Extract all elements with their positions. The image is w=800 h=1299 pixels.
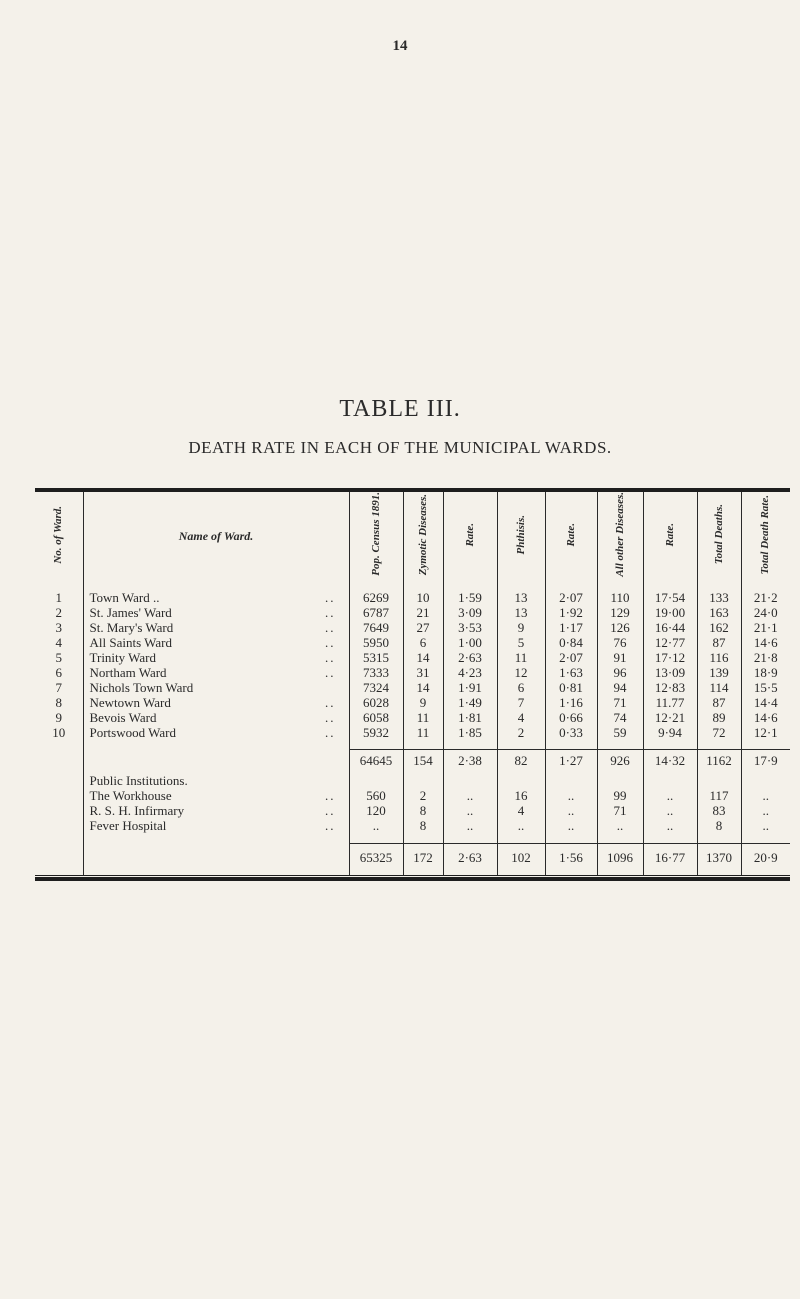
cell-zym: 31 — [403, 666, 443, 681]
cell-tr: .. — [741, 788, 790, 803]
institution-row — [35, 818, 790, 844]
cell-r1: 1·81 — [443, 711, 497, 726]
cell-r2: 1·63 — [545, 666, 597, 681]
subtotal-total: 1162 — [697, 749, 741, 788]
cell-pop: 6028 — [349, 696, 403, 711]
grand-total-r2: 1·56 — [545, 844, 597, 876]
cell-other: 59 — [597, 726, 643, 750]
table-title: TABLE III. — [339, 396, 461, 422]
cell-zym: 10 — [403, 581, 443, 606]
subtotal-pop: 64645 — [349, 749, 403, 788]
header-row — [35, 492, 790, 581]
grand-total-zym: 172 — [403, 844, 443, 876]
grand-total-row — [35, 844, 790, 876]
subtotal-zym: 154 — [403, 749, 443, 788]
cell-r3: 12·83 — [643, 681, 697, 696]
ward-name: Northam Ward — [89, 665, 167, 681]
empty-cell — [35, 749, 83, 788]
subtotal-r3: 14·32 — [643, 749, 697, 788]
cell-tr: 14·6 — [741, 636, 790, 651]
header-ward-no: No. of Ward. — [52, 505, 65, 564]
ward-number: 3 — [55, 620, 62, 636]
cell-r2: 1·92 — [545, 606, 597, 621]
ward-name: R. S. H. Infirmary — [89, 802, 185, 818]
table-row — [35, 696, 790, 711]
header-ward-name: Name of Ward. — [83, 492, 349, 581]
cell-r3: 11.77 — [643, 696, 697, 711]
ward-name-cell — [83, 681, 349, 696]
ward-name: St. Mary's Ward — [89, 620, 174, 636]
cell-tr: .. — [741, 818, 790, 844]
header-total-deaths: Total Deaths. — [697, 492, 741, 581]
table-subtitle: DEATH RATE IN EACH OF THE MUNICIPAL WARDS. — [188, 438, 612, 457]
cell-r3: .. — [643, 788, 697, 803]
institutions-heading: Public Institutions. — [83, 749, 349, 788]
cell-r3: 13·09 — [643, 666, 697, 681]
cell-r3: 16·44 — [643, 621, 697, 636]
leader-dots: .. — [325, 590, 336, 606]
cell-r3: 19·00 — [643, 606, 697, 621]
cell-total: 83 — [697, 803, 741, 818]
cell-total: 72 — [697, 726, 741, 750]
ward-name-cell — [83, 581, 349, 606]
cell-phth: 2 — [497, 726, 545, 750]
bottom-rule-thick — [35, 877, 790, 881]
header-phthisis-rate: Rate. — [545, 492, 597, 581]
cell-pop: 6269 — [349, 581, 403, 606]
ward-name-cell — [83, 711, 349, 726]
cell-phth: 5 — [497, 636, 545, 651]
cell-r2: .. — [545, 803, 597, 818]
grand-total-phth: 102 — [497, 844, 545, 876]
ward-name-cell — [83, 651, 349, 666]
institution-row — [35, 803, 790, 818]
leader-dots: .. — [325, 710, 336, 726]
leader-dots: .. — [325, 635, 336, 651]
table-row — [35, 606, 790, 621]
subtotal-row — [35, 749, 790, 788]
ward-name: Bevois Ward — [89, 710, 157, 726]
ward-name: Newtown Ward — [89, 695, 171, 711]
ward-name-cell — [83, 666, 349, 681]
cell-r1: 3·09 — [443, 606, 497, 621]
cell-r2: 0·81 — [545, 681, 597, 696]
cell-tr: 21·2 — [741, 581, 790, 606]
grand-total-r3: 16·77 — [643, 844, 697, 876]
cell-total: 87 — [697, 696, 741, 711]
cell-phth: 4 — [497, 803, 545, 818]
cell-total: 163 — [697, 606, 741, 621]
cell-phth: 4 — [497, 711, 545, 726]
cell-zym: 14 — [403, 681, 443, 696]
header-phthisis: Phthisis. — [497, 492, 545, 581]
table-row — [35, 726, 790, 750]
cell-pop: 6058 — [349, 711, 403, 726]
leader-dots: .. — [325, 802, 336, 818]
cell-r2: 2·07 — [545, 651, 597, 666]
table-row — [35, 711, 790, 726]
ward-number: 9 — [55, 710, 62, 726]
cell-pop: 6787 — [349, 606, 403, 621]
ward-name: The Workhouse — [89, 787, 172, 803]
ward-name-cell — [83, 696, 349, 711]
leader-dots: .. — [325, 787, 336, 803]
header-population: Pop. Census 1891. — [349, 492, 403, 581]
cell-phth: 13 — [497, 581, 545, 606]
ward-name: Trinity Ward — [89, 650, 156, 666]
cell-zym: 21 — [403, 606, 443, 621]
cell-phth: 11 — [497, 651, 545, 666]
cell-r2: 1·17 — [545, 621, 597, 636]
cell-phth: .. — [497, 818, 545, 844]
cell-r1: 1·00 — [443, 636, 497, 651]
death-rate-table-container — [35, 488, 790, 881]
cell-r2: 1·16 — [545, 696, 597, 711]
header-other-diseases: All other Diseases. — [597, 492, 643, 581]
cell-r3: 9·94 — [643, 726, 697, 750]
cell-r1: 3·53 — [443, 621, 497, 636]
leader-dots: .. — [325, 620, 336, 636]
cell-pop: 5932 — [349, 726, 403, 750]
ward-number: 4 — [55, 635, 62, 651]
cell-phth: 16 — [497, 788, 545, 803]
cell-other: 129 — [597, 606, 643, 621]
cell-pop: 7333 — [349, 666, 403, 681]
cell-r3: 17·12 — [643, 651, 697, 666]
cell-tr: 12·1 — [741, 726, 790, 750]
cell-total: 133 — [697, 581, 741, 606]
cell-pop: 5315 — [349, 651, 403, 666]
cell-r3: 12·77 — [643, 636, 697, 651]
cell-pop: 560 — [349, 788, 403, 803]
header-zymotic-rate: Rate. — [443, 492, 497, 581]
cell-zym: 14 — [403, 651, 443, 666]
cell-other: 110 — [597, 581, 643, 606]
ward-number: 2 — [55, 605, 62, 621]
cell-other: .. — [597, 818, 643, 844]
ward-number: 5 — [55, 650, 62, 666]
table-row — [35, 581, 790, 606]
grand-total-tr: 20·9 — [741, 844, 790, 876]
cell-r1: 1·59 — [443, 581, 497, 606]
cell-r1: 1·85 — [443, 726, 497, 750]
ward-name-cell — [83, 726, 349, 750]
ward-name: Town Ward .. — [89, 590, 160, 606]
cell-total: 87 — [697, 636, 741, 651]
cell-phth: 6 — [497, 681, 545, 696]
ward-number: 7 — [55, 680, 62, 696]
cell-other: 71 — [597, 803, 643, 818]
institution-row — [35, 788, 790, 803]
cell-r1: .. — [443, 788, 497, 803]
cell-zym: 2 — [403, 788, 443, 803]
cell-r3: .. — [643, 803, 697, 818]
empty-cell — [35, 818, 83, 844]
ward-name-cell — [83, 788, 349, 803]
cell-tr: 24·0 — [741, 606, 790, 621]
cell-phth: 7 — [497, 696, 545, 711]
cell-other: 76 — [597, 636, 643, 651]
cell-r1: 4·23 — [443, 666, 497, 681]
subtotal-r1: 2·38 — [443, 749, 497, 788]
grand-total-r1: 2·63 — [443, 844, 497, 876]
table-row — [35, 651, 790, 666]
cell-other: 99 — [597, 788, 643, 803]
cell-zym: 9 — [403, 696, 443, 711]
cell-pop: 7324 — [349, 681, 403, 696]
cell-tr: 15·5 — [741, 681, 790, 696]
ward-name-cell — [83, 803, 349, 818]
page-number: 14 — [392, 38, 408, 54]
subtotal-other: 926 — [597, 749, 643, 788]
cell-tr: 21·1 — [741, 621, 790, 636]
ward-name: Portswood Ward — [89, 725, 176, 741]
header-zymotic: Zymotic Diseases. — [403, 492, 443, 581]
cell-zym: 6 — [403, 636, 443, 651]
ward-number: 6 — [55, 665, 62, 681]
cell-r3: 12·21 — [643, 711, 697, 726]
table-row — [35, 681, 790, 696]
cell-r1: 1·49 — [443, 696, 497, 711]
cell-zym: 8 — [403, 818, 443, 844]
cell-zym: 27 — [403, 621, 443, 636]
ward-number: 10 — [52, 725, 66, 741]
cell-tr: 21·8 — [741, 651, 790, 666]
cell-tr: 14·4 — [741, 696, 790, 711]
leader-dots: .. — [325, 817, 336, 833]
table-row — [35, 636, 790, 651]
table-row — [35, 666, 790, 681]
subtotal-r2: 1·27 — [545, 749, 597, 788]
cell-other: 96 — [597, 666, 643, 681]
ward-name-cell — [83, 606, 349, 621]
cell-phth: 13 — [497, 606, 545, 621]
leader-dots: .. — [325, 665, 336, 681]
subtotal-phth: 82 — [497, 749, 545, 788]
bottom-rule-thin — [35, 875, 790, 876]
cell-pop: .. — [349, 818, 403, 844]
cell-other: 91 — [597, 651, 643, 666]
cell-total: 8 — [697, 818, 741, 844]
ward-name-cell — [83, 818, 349, 844]
ward-name-cell — [83, 621, 349, 636]
cell-r2: 0·33 — [545, 726, 597, 750]
cell-other: 126 — [597, 621, 643, 636]
cell-total: 162 — [697, 621, 741, 636]
cell-tr: .. — [741, 803, 790, 818]
cell-pop: 7649 — [349, 621, 403, 636]
cell-total: 89 — [697, 711, 741, 726]
leader-dots: .. — [325, 725, 336, 741]
empty-cell — [35, 803, 83, 818]
cell-r1: .. — [443, 803, 497, 818]
leader-dots: .. — [325, 605, 336, 621]
empty-cell — [35, 844, 83, 876]
cell-r1: 2·63 — [443, 651, 497, 666]
cell-other: 94 — [597, 681, 643, 696]
cell-r3: .. — [643, 818, 697, 844]
cell-r2: 0·66 — [545, 711, 597, 726]
cell-r2: 0·84 — [545, 636, 597, 651]
ward-name-cell — [83, 636, 349, 651]
death-rate-table — [35, 492, 790, 875]
cell-phth: 9 — [497, 621, 545, 636]
header-other-rate: Rate. — [643, 492, 697, 581]
grand-total-total: 1370 — [697, 844, 741, 876]
cell-pop: 5950 — [349, 636, 403, 651]
ward-number: 8 — [55, 695, 62, 711]
header-total-death-rate: Total Death Rate. — [741, 492, 790, 581]
cell-zym: 11 — [403, 711, 443, 726]
cell-r1: .. — [443, 818, 497, 844]
cell-tr: 18·9 — [741, 666, 790, 681]
ward-name: St. James' Ward — [89, 605, 172, 621]
grand-total-other: 1096 — [597, 844, 643, 876]
cell-pop: 120 — [349, 803, 403, 818]
cell-total: 116 — [697, 651, 741, 666]
cell-r2: .. — [545, 818, 597, 844]
empty-cell — [83, 844, 349, 876]
cell-r3: 17·54 — [643, 581, 697, 606]
cell-total: 117 — [697, 788, 741, 803]
cell-r1: 1·91 — [443, 681, 497, 696]
ward-name: Fever Hospital — [89, 817, 167, 833]
cell-total: 139 — [697, 666, 741, 681]
empty-cell — [35, 788, 83, 803]
cell-total: 114 — [697, 681, 741, 696]
cell-phth: 12 — [497, 666, 545, 681]
cell-r2: 2·07 — [545, 581, 597, 606]
cell-other: 71 — [597, 696, 643, 711]
table-row — [35, 621, 790, 636]
grand-total-pop: 65325 — [349, 844, 403, 876]
ward-name: Nichols Town Ward — [89, 680, 194, 696]
cell-r2: .. — [545, 788, 597, 803]
leader-dots: .. — [325, 695, 336, 711]
ward-number: 1 — [55, 590, 62, 606]
cell-tr: 14·6 — [741, 711, 790, 726]
subtotal-tr: 17·9 — [741, 749, 790, 788]
ward-name: All Saints Ward — [89, 635, 172, 651]
leader-dots: .. — [325, 650, 336, 666]
cell-other: 74 — [597, 711, 643, 726]
cell-zym: 11 — [403, 726, 443, 750]
cell-zym: 8 — [403, 803, 443, 818]
